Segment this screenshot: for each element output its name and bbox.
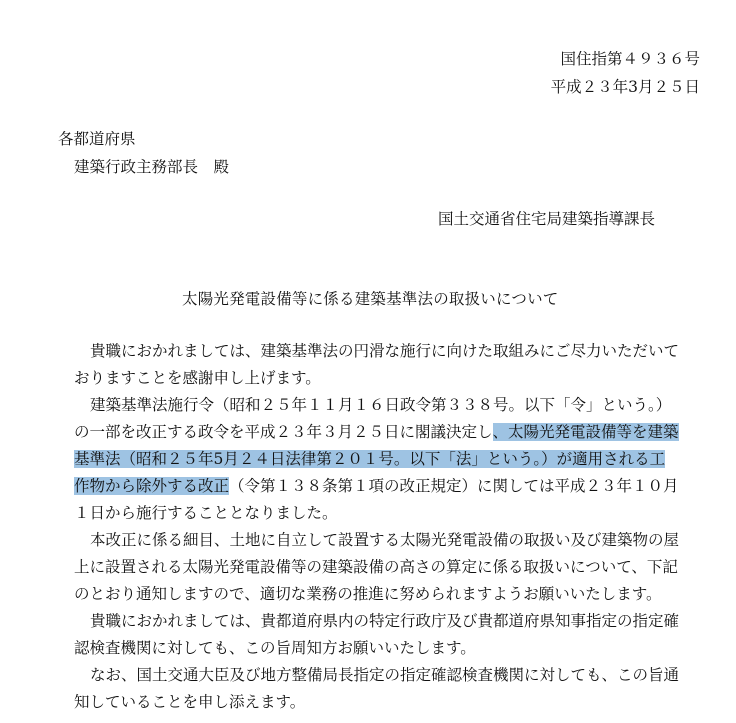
paragraph-3-line-1: 本改正に係る細目、土地に自立して設置する太陽光発電設備の取扱い及び建築物の屋 [90, 531, 680, 549]
paragraph-5-line-2: 知していることを申し添えます。 [74, 693, 306, 711]
paragraph-4-line-1: 貴職におかれましては、貴都道府県内の特定行政庁及び貴都道府県知事指定の指定確 [90, 612, 680, 630]
paragraph-2-line-4-plain: （令第１３８条第１項の改正規定）に関しては平成２３年１０月 [229, 477, 679, 495]
paragraph-2-line-5: １日から施行することとなりました。 [74, 504, 338, 522]
highlighted-text: 作物から除外する改正 [74, 477, 230, 495]
paragraph-2-line-4 [74, 475, 679, 497]
sender: 国土交通省住宅局建築指導課長 [438, 210, 656, 228]
document-date: 平成２３年3月２５日 [550, 78, 700, 96]
paragraph-5-line-1: なお、国土交通大臣及び地方整備局長指定の指定確認検査機関に対しても、この旨通 [90, 666, 680, 684]
paragraph-3-line-2: 上に設置される太陽光発電設備等の建築設備の高さの算定に係る取扱いについて、下記 [74, 558, 678, 576]
highlighted-text: 、太陽光発電設備等を建築 [492, 423, 679, 441]
paragraph-2-line-2 [74, 421, 679, 443]
recipient-line-1: 各都道府県 [58, 130, 136, 148]
paragraph-2-line-3 [74, 448, 665, 470]
paragraph-3-line-3: のとおり通知しますので、適切な業務の推進に努められますようお願いいたします。 [74, 585, 662, 603]
paragraph-1-line-2: おりますことを感謝申し上げます。 [74, 369, 321, 387]
paragraph-4-line-2: 認検査機関に対しても、この旨周知方お願いいたします。 [74, 639, 476, 657]
document-number: 国住指第４９３６号 [560, 50, 700, 68]
document-title: 太陽光発電設備等に係る建築基準法の取扱いについて [182, 290, 559, 308]
recipient-line-2: 建築行政主務部長 殿 [74, 158, 230, 176]
paragraph-2-line-1: 建築基準法施行令（昭和２５年１１月１６日政令第３３８号。以下「令」という。） [90, 396, 672, 414]
highlighted-text: 基準法（昭和２５年5月２４日法律第２０１号。以下「法」という。）が適用される工 [74, 450, 666, 468]
paragraph-1-line-1: 貴職におかれましては、建築基準法の円滑な施行に向けた取組みにご尽力いただいて [90, 342, 680, 360]
paragraph-2-line-2-plain: の一部を改正する政令を平成２３年３月２５日に閣議決定し [74, 423, 493, 441]
